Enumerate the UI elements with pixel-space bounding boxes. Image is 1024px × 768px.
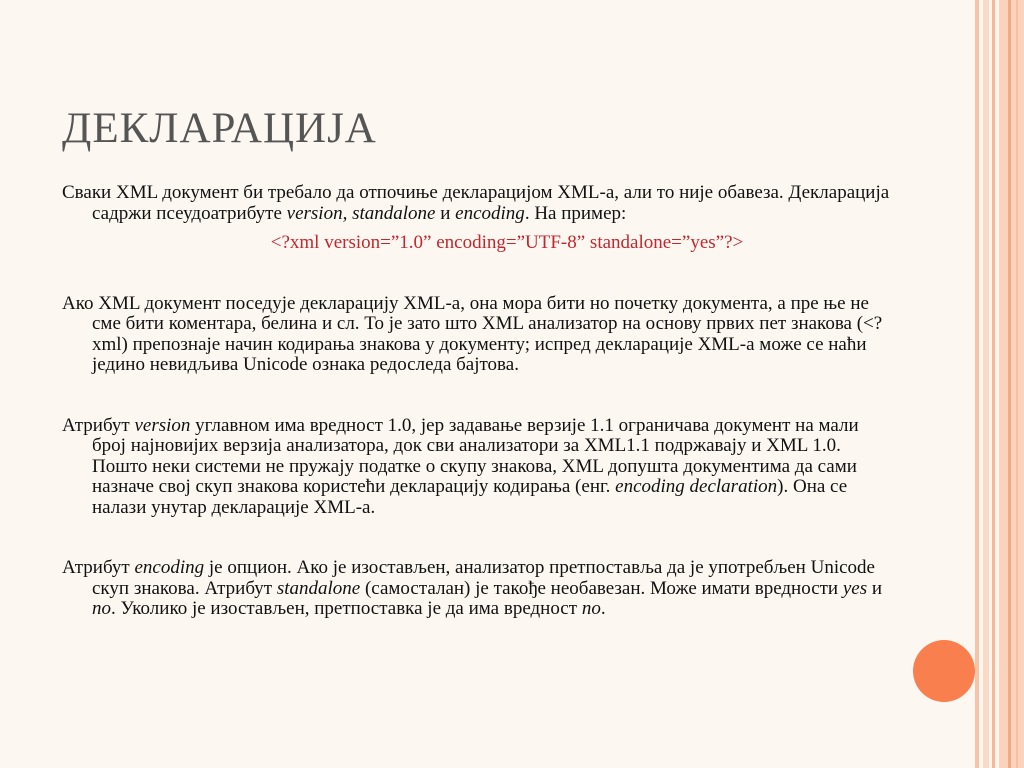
paragraph-encoding-standalone — [62, 558, 892, 620]
decorative-stripe — [975, 0, 979, 768]
decorative-stripe — [1008, 0, 1011, 768]
text-run: . На пример: — [524, 202, 627, 224]
paragraph-declaration-intro — [62, 183, 892, 224]
text-run: углавном има вредност 1.0, јер задавање верзије 1.1 ограничава документ на мали број најновијих верзија анализатора, док сви анализатори за XML1.1 подржавају и XML 1.0. Пошто неки системи не пружају податке о скупу знакова, XML допушта документима да сами назначе свој скуп знакова користећи декларацију кодирања (енг. — [92, 414, 859, 497]
paragraph-version-attribute — [62, 416, 892, 519]
decorative-stripe — [992, 0, 995, 768]
decorative-circle-icon — [913, 640, 975, 702]
text-run: Сваки XML документ би требало да отпочиње декларацијом XML-а, али то није обавеза. Декларација садржи псеудоатрибуте — [62, 182, 890, 224]
text-run: Атрибут — [62, 414, 135, 436]
text-run: . Уколико је изостављен, претпоставка је да има вредност — [111, 598, 582, 619]
paragraph-declaration-position: Ако XML документ поседује декларацију XML-а, она мора бити но почетку документа, а пре ње не сме бити коментара, белина и сл. То је зато што XML анализатор на основу првих пет знакова (<?xml) препознаје начин кодирања знакова у документу; испред декларације XML-а може се наћи једино невидљива Unicode ознака редоследа бајтова. — [62, 292, 883, 375]
italic-term: encoding declaration — [615, 476, 778, 497]
xml-declaration-example: <?xml version=”1.0” encoding=”UTF-8” standalone=”yes”?> — [270, 232, 744, 253]
text-run: . — [600, 598, 606, 619]
italic-term: version, standalone — [286, 202, 436, 224]
slide-title: ДЕКЛАРАЦИЈА — [62, 105, 377, 152]
text-run: и — [435, 202, 456, 224]
decorative-stripe — [1016, 0, 1018, 768]
italic-term: no — [92, 598, 111, 619]
decorative-stripe — [983, 0, 989, 768]
italic-term: encoding — [455, 202, 525, 224]
text-run: Атрибут — [62, 557, 135, 578]
italic-term: encoding — [134, 557, 205, 578]
italic-term: standalone — [276, 577, 361, 599]
text-run: је опцион. Ако је изостављен, анализатор претпоставља да је употребљен Unicode скуп знакова. Атрибут — [92, 557, 875, 599]
text-run: (самосталан) је такође необавезан. Може имати вредности — [360, 577, 843, 599]
italic-term: yes — [842, 577, 868, 599]
slide-body — [62, 183, 892, 660]
italic-term: no — [581, 598, 601, 619]
text-run: и — [867, 577, 883, 599]
italic-term: version — [134, 414, 191, 436]
decorative-stripe — [999, 0, 1024, 768]
text-run: ). Она се налази унутар декларације XML-а. — [92, 476, 848, 518]
